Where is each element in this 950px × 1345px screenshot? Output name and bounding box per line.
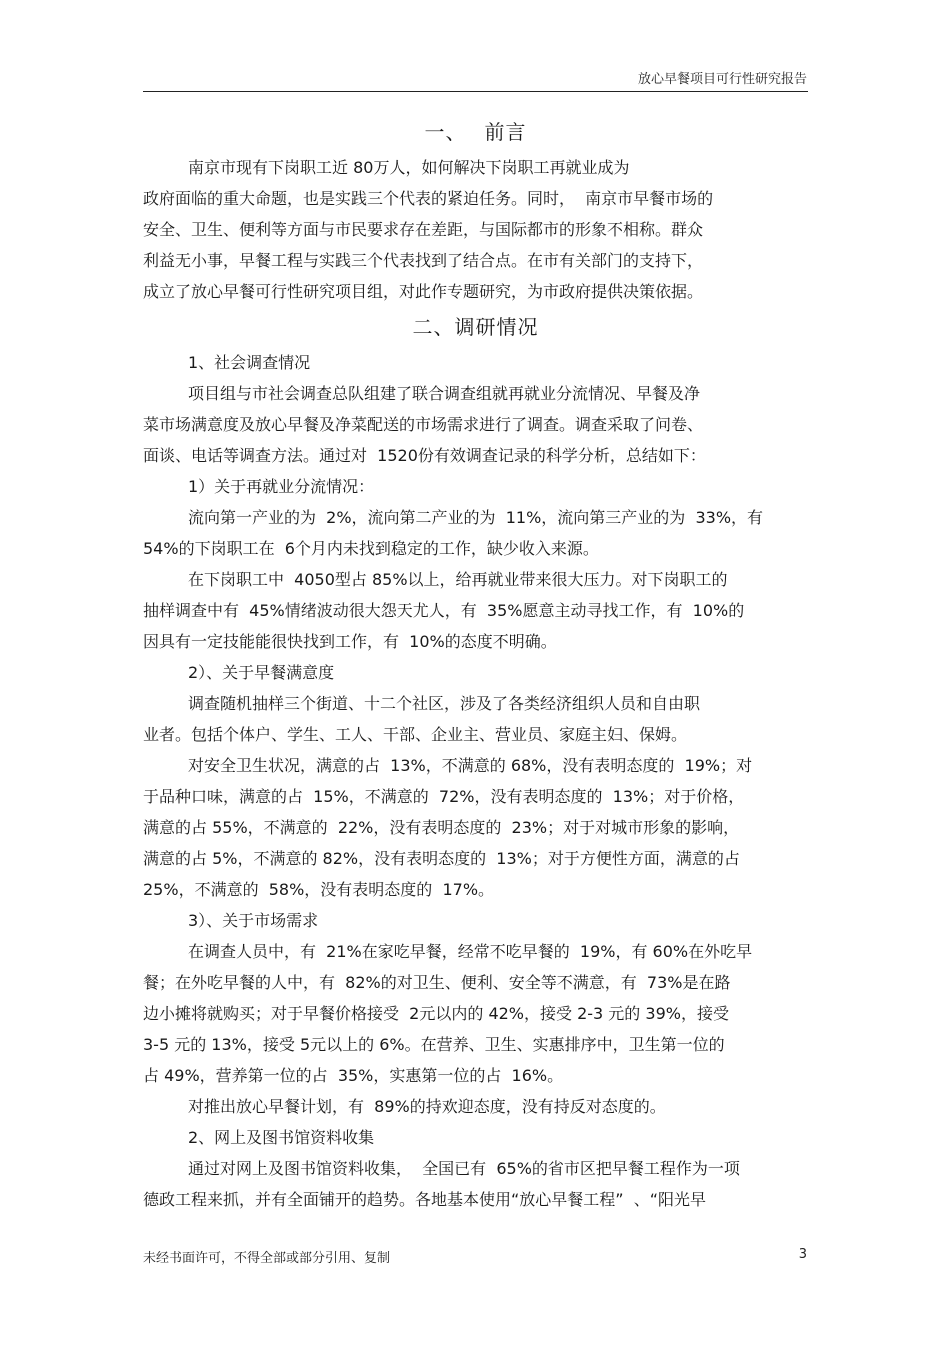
paragraph-line: 25%，不满意的 58%，没有表明态度的 17%。 bbox=[143, 880, 495, 899]
paragraph-line: 54%的下岗职工在 6个月内未找到稳定的工作，缺少收入来源。 bbox=[143, 539, 599, 558]
subsection-heading: 1、社会调查情况 bbox=[188, 353, 311, 372]
paragraph-line: 流向第一产业的为 2%，流向第二产业的为 11%，流向第三产业的为 33%，有 bbox=[188, 508, 764, 527]
paragraph-line: 调查随机抽样三个街道、十二个社区，涉及了各类经济组织人员和自由职 bbox=[188, 694, 701, 713]
page-body bbox=[143, 112, 808, 1215]
paragraph-line: 菜市场满意度及放心早餐及净菜配送的市场需求进行了调查。调查采取了问卷、 bbox=[143, 415, 704, 434]
paragraph-line: 于品种口味，满意的占 15%，不满意的 72%，没有表明态度的 13%；对于价格， bbox=[143, 787, 745, 806]
paragraph-line: 政府面临的重大命题，也是实践三个代表的紧迫任务。同时， 南京市早餐市场的 bbox=[143, 189, 714, 208]
section-heading-preface bbox=[143, 112, 808, 152]
paragraph-line: 因具有一定技能能很快找到工作，有 10%的态度不明确。 bbox=[143, 632, 557, 651]
paragraph-line: 3-5 元的 13%，接受 5元以上的 6%。在营养、卫生、实惠排序中，卫生第一位的 bbox=[143, 1035, 725, 1054]
subsection-heading: 2、网上及图书馆资料收集 bbox=[188, 1128, 375, 1147]
paragraph-line: 对推出放心早餐计划，有 89%的持欢迎态度，没有持反对态度的。 bbox=[188, 1097, 666, 1116]
section-heading-survey: 二、调研情况 bbox=[412, 315, 539, 339]
paragraph-line: 通过对网上及图书馆资料收集， 全国已有 65%的省市区把早餐工程作为一项 bbox=[188, 1159, 740, 1178]
paragraph-line: 占 49%，营养第一位的占 35%，实惠第一位的占 16%。 bbox=[143, 1066, 564, 1085]
paragraph-line: 德政工程来抓，并有全面铺开的趋势。各地基本使用“放心早餐工程” 、“阳光早 bbox=[143, 1190, 707, 1209]
paragraph-line: 业者。包括个体户、学生、工人、干部、企业主、营业员、家庭主妇、保姆。 bbox=[143, 725, 688, 744]
paragraph-line: 面谈、电话等调查方法。通过对 1520份有效调查记录的科学分析，总结如下： bbox=[143, 446, 706, 465]
paragraph-line: 满意的占 55%，不满意的 22%，没有表明态度的 23%；对于对城市形象的影响， bbox=[143, 818, 740, 837]
running-header: 放心早餐项目可行性研究报告 bbox=[637, 72, 807, 87]
paragraph-line: 在调查人员中，有 21%在家吃早餐，经常不吃早餐的 19%，有 60%在外吃早 bbox=[188, 942, 753, 961]
paragraph-line: 在下岗职工中 4050型占 85%以上，给再就业带来很大压力。对下岗职工的 bbox=[188, 570, 728, 589]
paragraph-line: 餐；在外吃早餐的人中，有 82%的对卫生、便利、安全等不满意，有 73%是在路 bbox=[143, 973, 731, 992]
paragraph-line: 安全、卫生、便利等方面与市民要求存在差距，与国际都市的形象不相称。群众 bbox=[143, 220, 704, 239]
paragraph-line: 成立了放心早餐可行性研究项目组，对此作专题研究，为市政府提供决策依据。 bbox=[143, 282, 704, 301]
footer-notice: 未经书面许可，不得全部或部分引用、复制 bbox=[143, 1251, 391, 1266]
paragraph-line: 抽样调查中有 45%情绪波动很大怨天尤人，有 35%愿意主动寻找工作，有 10%的 bbox=[143, 601, 745, 620]
paragraph-line: 利益无小事，早餐工程与实践三个代表找到了结合点。在市有关部门的支持下， bbox=[143, 251, 704, 270]
subsection-heading: 1）关于再就业分流情况： bbox=[188, 477, 375, 496]
section-title: 前言 bbox=[484, 120, 527, 144]
section-number: 一、 bbox=[424, 120, 467, 144]
page-number: 3 bbox=[798, 1247, 807, 1262]
subsection-heading: 3）、关于市场需求 bbox=[188, 911, 319, 930]
paragraph-line: 对安全卫生状况，满意的占 13%，不满意的 68%，没有表明态度的 19%；对 bbox=[188, 756, 753, 775]
paragraph-line: 项目组与市社会调查总队组建了联合调查组就再就业分流情况、早餐及净 bbox=[188, 384, 701, 403]
paragraph-line: 南京市现有下岗职工近 80万人，如何解决下岗职工再就业成为 bbox=[188, 158, 630, 177]
paragraph-line: 边小摊将就购买；对于早餐价格接受 2元以内的 42%，接受 2-3 元的 39%，接受 bbox=[143, 1004, 729, 1023]
subsection-heading: 2）、关于早餐满意度 bbox=[188, 663, 335, 682]
header-rule bbox=[143, 91, 808, 92]
paragraph-line: 满意的占 5%，不满意的 82%，没有表明态度的 13%；对于方便性方面，满意的占 bbox=[143, 849, 740, 868]
